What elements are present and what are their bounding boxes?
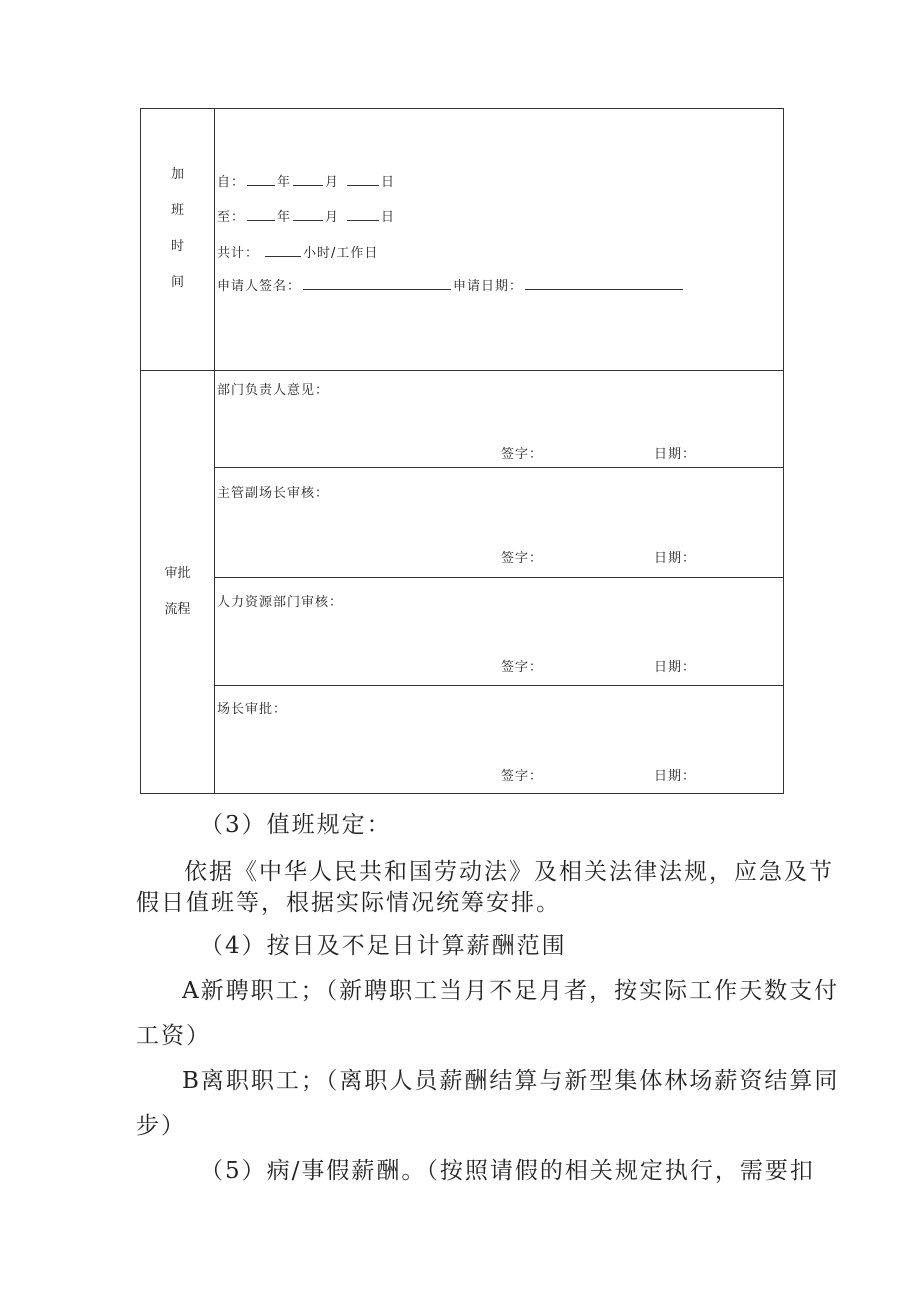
from-year-blank[interactable]: [247, 174, 275, 186]
p4-heading: （4）按日及不足日计算薪酬范围: [200, 933, 567, 959]
to-month-blank[interactable]: [293, 209, 323, 221]
total-line: [217, 242, 378, 261]
from-day-blank[interactable]: [347, 174, 379, 186]
applicant-sign-label: 申请人签名：: [217, 279, 302, 294]
approval-row-divider-2: [214, 577, 783, 578]
approval-row-1-date-label: 日期：: [654, 447, 697, 462]
section-divider: [141, 370, 783, 371]
from-month-blank[interactable]: [293, 174, 323, 186]
approval-row-4-title: 场长审批：: [217, 702, 288, 717]
total-unit: 小时/工作日: [303, 246, 379, 261]
approval-row-2-sign-label: 签字：: [501, 551, 544, 566]
applicant-sign-blank[interactable]: [303, 278, 451, 290]
approval-row-2-title: 主管副场长审核：: [217, 486, 330, 501]
apply-date-blank[interactable]: [525, 278, 683, 290]
from-month-label: 月: [325, 175, 340, 190]
approval-row-divider-3: [214, 685, 783, 686]
approval-row-2-date-label: 日期：: [654, 551, 697, 566]
approval-row-3-sign-label: 签字：: [501, 660, 544, 675]
approval-row-divider-1: [214, 467, 783, 468]
to-month-label: 月: [325, 210, 340, 225]
approval-label-1: 审批: [164, 566, 191, 581]
applicant-line: [217, 275, 685, 294]
overtime-label-char-1: 加: [170, 167, 184, 182]
overtime-label-char-2: 班: [170, 203, 184, 218]
overtime-application-form: [140, 108, 784, 794]
from-label: 自：: [217, 175, 246, 190]
approval-row-3-date-label: 日期：: [654, 660, 697, 675]
from-year-label: 年: [277, 175, 292, 190]
pA-line-2: 工资）: [136, 1023, 211, 1049]
p3-line-2: 假日值班等，根据实际情况统筹安排。: [136, 890, 561, 916]
pB-line-1: B离职职工；（离职人员薪酬结算与新型集体林场薪资结算同: [182, 1068, 840, 1094]
total-hours-blank[interactable]: [265, 245, 301, 257]
p3-heading: （3）值班规定：: [200, 812, 392, 838]
p3-line-1: 依据《中华人民共和国劳动法》及相关法律法规，应急及节: [184, 859, 834, 885]
apply-date-label: 申请日期：: [453, 279, 524, 294]
to-label: 至：: [217, 210, 246, 225]
from-day-label: 日: [381, 175, 396, 190]
to-day-label: 日: [381, 210, 396, 225]
approval-row-3-title: 人力资源部门审核：: [217, 595, 344, 610]
total-label: 共计：: [217, 246, 260, 261]
to-day-blank[interactable]: [347, 209, 379, 221]
overtime-label-char-3: 时: [170, 239, 184, 254]
pB-line-2: 步）: [136, 1113, 186, 1139]
pA-line-1: A新聘职工；（新聘职工当月不足月者，按实际工作天数支付: [182, 978, 840, 1004]
overtime-label-char-4: 间: [170, 275, 184, 290]
approval-row-4-date-label: 日期：: [654, 769, 697, 784]
p5-line-1: （5）病/事假薪酬。（按照请假的相关规定执行，需要扣: [200, 1158, 815, 1184]
to-year-blank[interactable]: [247, 209, 275, 221]
label-column-divider: [214, 109, 215, 793]
approval-row-1-title: 部门负责人意见：: [217, 383, 330, 398]
approval-row-4-sign-label: 签字：: [501, 769, 544, 784]
to-year-label: 年: [277, 210, 292, 225]
approval-row-1-sign-label: 签字：: [501, 447, 544, 462]
approval-label-2: 流程: [164, 602, 191, 617]
to-date-line: [217, 206, 395, 225]
from-date-line: [217, 171, 395, 190]
